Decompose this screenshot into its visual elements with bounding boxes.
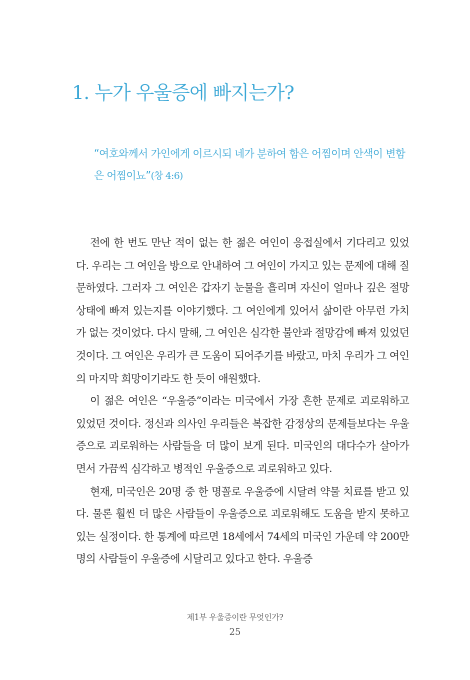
epigraph-quote xyxy=(94,143,414,188)
paragraph: 전에 한 번도 만난 적이 없는 한 젊은 여인이 응접실에서 기다리고 있었다. 우리는 그 여인을 방으로 안내하여 그 여인이 가지고 있는 문제에 대해 질문하였다. 그러자 그 여인은 갑자기 눈물을 흘리며 자신이 얼마나 깊은 절망 상태에 빠져 있는지를 이야기했다. 그 여인에게 있어서 삶이란 아무런 가치가 없는 것이었다. 다시 말해, 그 여인은 심각한 불안과 절망감에 빠져 있었던 것이다. 그 여인은 우리가 큰 도움이 되어주기를 바랐고, 마치 우리가 그 여인의 마지막 희망이기라도 한 듯이 애원했다. xyxy=(76,237,409,385)
running-footer: 제1부 우울증이란 무엇인가? xyxy=(186,613,284,622)
chapter-title: 1. 누가 우울증에 빠지는가? xyxy=(72,82,294,104)
body-text xyxy=(76,232,409,571)
quote-text: “여호와께서 가인에게 이르시되 네가 분하여 함은 어찜이며 안색이 변함은 어찜이뇨” xyxy=(94,148,406,182)
paragraph: 현재, 미국인은 20명 중 한 명꼴로 우울증에 시달려 약물 치료를 받고 있다. 물론 훨씬 더 많은 사람들이 우울증으로 괴로워해도 도움을 받지 못하고 있는 실정이다. 한 통계에 따르면 18세에서 74세의 미국인 가운데 약 200만 명의 사람들이 우울증에 시달리고 있다고 한다. 우울증 xyxy=(76,485,409,566)
paragraph: 이 젊은 여인은 “우울증”이라는 미국에서 가장 흔한 문제로 괴로워하고 있었던 것이다. 정신과 의사인 우리들은 복잡한 감정상의 문제들보다는 우울증으로 괴로워하는 사람들을 더 많이 보게 된다. 미국인의 대다수가 살아가면서 가끔씩 심각하고 병적인 우울증으로 괴로워하고 있다. xyxy=(76,395,409,475)
page-number: 25 xyxy=(229,628,241,638)
quote-reference: (창 4:6) xyxy=(150,171,183,182)
